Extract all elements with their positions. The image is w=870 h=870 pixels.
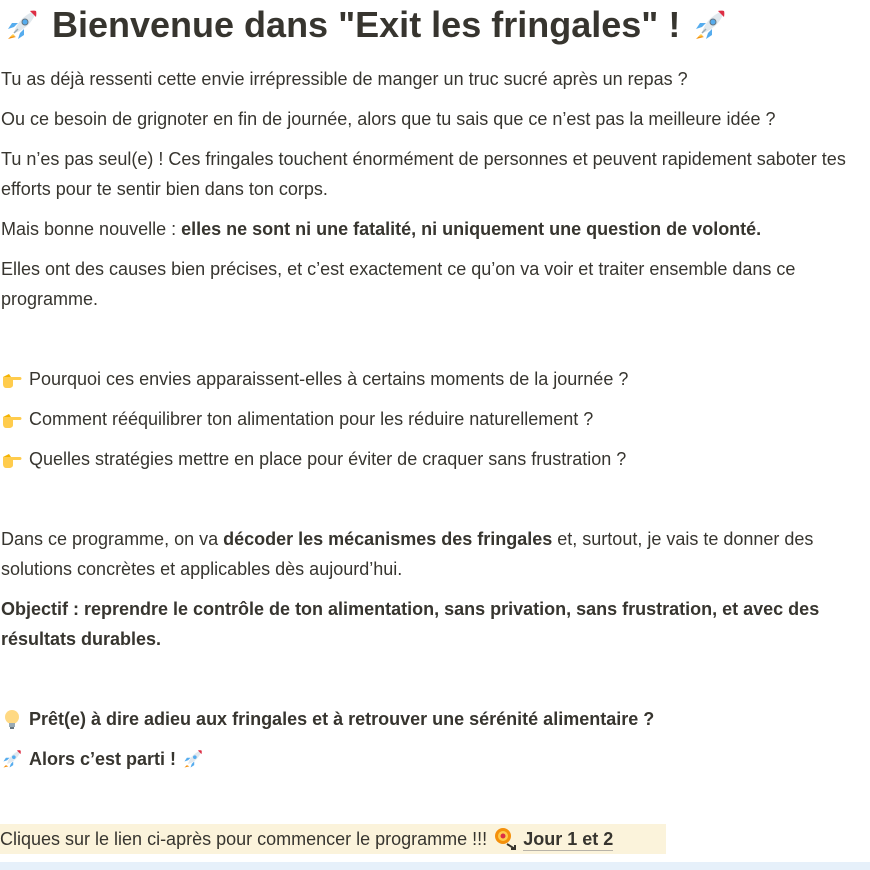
- rocket-icon: [4, 7, 40, 43]
- lollipop-link-icon[interactable]: [493, 827, 519, 851]
- question-text: Comment rééquilibrer ton alimentation pour les réduire naturellement ?: [29, 409, 594, 429]
- program-paragraph-prefix: Dans ce programme, on va: [1, 529, 224, 549]
- intro-paragraph-2: Ou ce besoin de grignoter en fin de journée, alors que tu sais que ce n’est pas la meilleure idée ?: [1, 109, 776, 129]
- program-paragraph: [1, 524, 867, 584]
- pointing-hand-icon: [1, 368, 23, 390]
- page-title-text: Bienvenue dans "Exit les fringales" !: [52, 4, 681, 45]
- intro-paragraph-4: [1, 214, 867, 244]
- intro-paragraph-1: Tu as déjà ressenti cette envie irrépressible de manger un truc sucré après un repas ?: [1, 69, 688, 89]
- pointing-hand-icon: [1, 448, 23, 470]
- objective-paragraph: Objectif : reprendre le contrôle de ton alimentation, sans privation, sans frustration, et avec des résultats durables.: [1, 599, 820, 649]
- question-item: [1, 444, 626, 474]
- go-line-text: Alors c’est parti !: [29, 749, 177, 769]
- program-paragraph-bold: décoder les mécanismes des fringales: [223, 529, 553, 549]
- cta-highlight: [0, 824, 666, 854]
- rocket-icon: [692, 7, 728, 43]
- jour-1-et-2-link[interactable]: Jour 1 et 2: [523, 828, 614, 849]
- question-item: [1, 364, 628, 394]
- ready-line-text: Prêt(e) à dire adieu aux fringales et à retrouver une sérénité alimentaire ?: [29, 709, 655, 729]
- lightbulb-icon: [1, 708, 23, 730]
- rocket-icon: [1, 748, 23, 770]
- cta-text: Cliques sur le lien ci-après pour commencer le programme !!!: [0, 829, 488, 849]
- pointing-hand-icon: [1, 408, 23, 430]
- rocket-icon: [182, 748, 204, 770]
- page-title: [4, 2, 728, 48]
- intro-paragraph-5: Elles ont des causes bien précises, et c’est exactement ce qu’on va voir et traiter ensemble dans ce programme.: [1, 259, 796, 309]
- question-text: Pourquoi ces envies apparaissent-elles à certains moments de la journée ?: [29, 369, 629, 389]
- intro-paragraph-4-prefix: Mais bonne nouvelle :: [1, 219, 182, 239]
- go-line: [1, 744, 210, 774]
- ready-line: [1, 704, 654, 734]
- question-text: Quelles stratégies mettre en place pour éviter de craquer sans frustration ?: [29, 449, 627, 469]
- intro-paragraph-4-bold: elles ne sont ni une fatalité, ni uniquement une question de volonté.: [181, 219, 762, 239]
- program-paragraph-suffix: et, surtout, je vais te donner des solutions concrètes et applicables dès aujourd’hui.: [1, 529, 814, 579]
- bottom-block-edge: [0, 862, 870, 870]
- question-item: [1, 404, 593, 434]
- intro-paragraph-3: Tu n’es pas seul(e) ! Ces fringales touchent énormément de personnes et peuvent rapidement saboter tes efforts pour te sentir bien dans ton corps.: [1, 149, 846, 199]
